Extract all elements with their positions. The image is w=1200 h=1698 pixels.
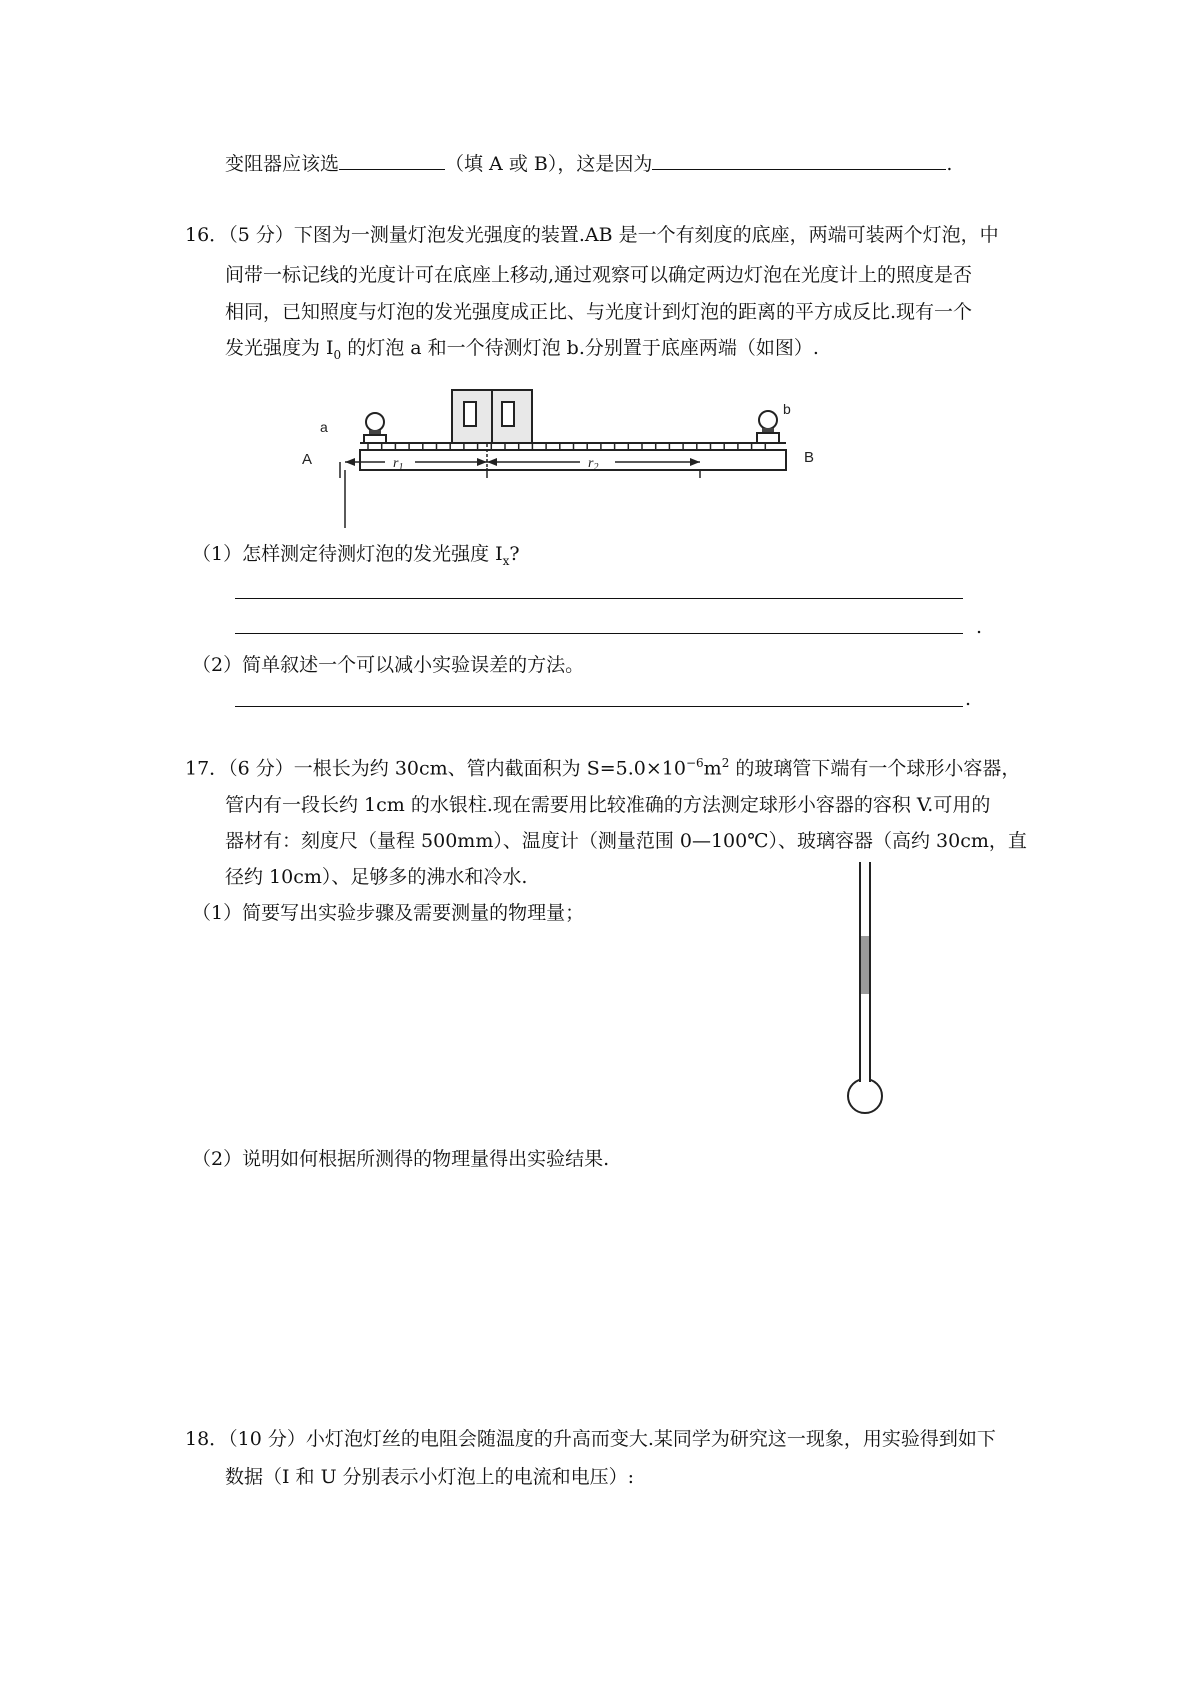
bulb-b: [757, 411, 779, 443]
answer-line-q16-2[interactable]: [235, 706, 963, 707]
q17-line-1-sup2: 2: [721, 756, 730, 770]
q18-line-1: 18．（10 分）小灯泡灯丝的电阻会随温度的升高而变大.某同学为研究这一现象，用实验得到如下: [185, 1428, 996, 1450]
bulb-a: [364, 413, 386, 443]
photometer: [452, 390, 532, 443]
answer-line-q16-1b[interactable]: [235, 633, 963, 634]
label-r1: $r_1$: [393, 456, 404, 473]
answer-blank-rheostat[interactable]: [339, 168, 445, 170]
r1-arrow-left: [345, 458, 355, 466]
q17-line-3: 器材有：刻度尺（量程 500mm）、温度计（测量范围 0—100℃）、玻璃容器（高约 30cm，直: [225, 830, 1027, 852]
q16-sub2-end: .: [965, 688, 972, 710]
q16-line-3: 相同，已知照度与灯泡的发光强度成正比、与光度计到灯泡的距离的平方成反比.现有一个: [225, 301, 973, 323]
top-line-text-1: 变阻器应该选: [225, 153, 340, 175]
r2-arrow-right: [690, 458, 700, 466]
label-r2: $r_2$: [588, 456, 599, 473]
q16-sub1-end: .: [976, 616, 983, 638]
q16-text-1: （5 分）下图为一测量灯泡发光强度的装置.AB 是一个有刻度的底座，两端可装两个灯泡，中: [228, 224, 999, 246]
label-B: B: [804, 449, 815, 466]
q16-sub1-a: （1）怎样测定待测灯泡的发光强度 I: [192, 543, 503, 565]
q17-sub2: （2）说明如何根据所测得的物理量得出实验结果.: [192, 1148, 610, 1170]
q16-sub1-sub: x: [502, 553, 510, 568]
label-a: a: [320, 419, 328, 435]
bulb-container: [848, 1079, 882, 1113]
mercury-column: [861, 936, 869, 994]
top-line: [225, 155, 952, 174]
q16-line-1: [185, 226, 999, 245]
q16-line-4-sub: 0: [333, 347, 342, 362]
q17-sub1: （1）简要写出实验步骤及需要测量的物理量；: [192, 902, 585, 924]
q17-line-1: [185, 757, 1020, 778]
q17-line-1-a: 17．（6 分）一根长为约 30cm、管内截面积为 S=5.0×10: [185, 757, 686, 780]
glass-tube-figure: [842, 860, 888, 1118]
q16-line-4-b: 的灯泡 a 和一个待测灯泡 b.分别置于底座两端（如图）.: [341, 337, 819, 359]
q17-line-4: 径约 10cm）、足够多的沸水和冷水.: [225, 866, 528, 888]
q16-sub2: （2）简单叙述一个可以减小实验误差的方法。: [192, 654, 585, 676]
q16-line-4-a: 发光强度为 I: [225, 337, 334, 359]
q17-line-1-b: m: [703, 757, 722, 780]
q16-sub1: [192, 545, 520, 567]
photometer-figure: [302, 388, 840, 523]
q16-line-4: [225, 339, 819, 361]
answer-line-q16-1a[interactable]: [235, 598, 963, 599]
answer-blank-reason[interactable]: [652, 168, 946, 170]
q18-line-2: 数据（I 和 U 分别表示小灯泡上的电流和电压）:: [225, 1466, 635, 1488]
top-line-end: .: [946, 153, 953, 175]
label-b: b: [783, 401, 791, 417]
r1-arrow-right: [477, 458, 487, 466]
q16-line-2: 间带一标记线的光度计可在底座上移动,通过观察可以确定两边灯泡在光度计上的照度是否: [225, 264, 973, 286]
q17-line-1-c: 的玻璃管下端有一个球形小容器，: [729, 757, 1021, 780]
q16-sub1-b: ?: [509, 543, 520, 565]
label-A: A: [302, 451, 313, 468]
base-rail: [360, 450, 786, 470]
q17-line-1-sup1: −6: [685, 756, 704, 770]
q16-number: 16．: [185, 224, 229, 246]
top-line-text-2: （填 A 或 B），这是因为: [445, 153, 653, 175]
q17-line-2: 管内有一段长约 1cm 的水银柱.现在需要用比较准确的方法测定球形小容器的容积 V.可用的: [225, 794, 991, 816]
